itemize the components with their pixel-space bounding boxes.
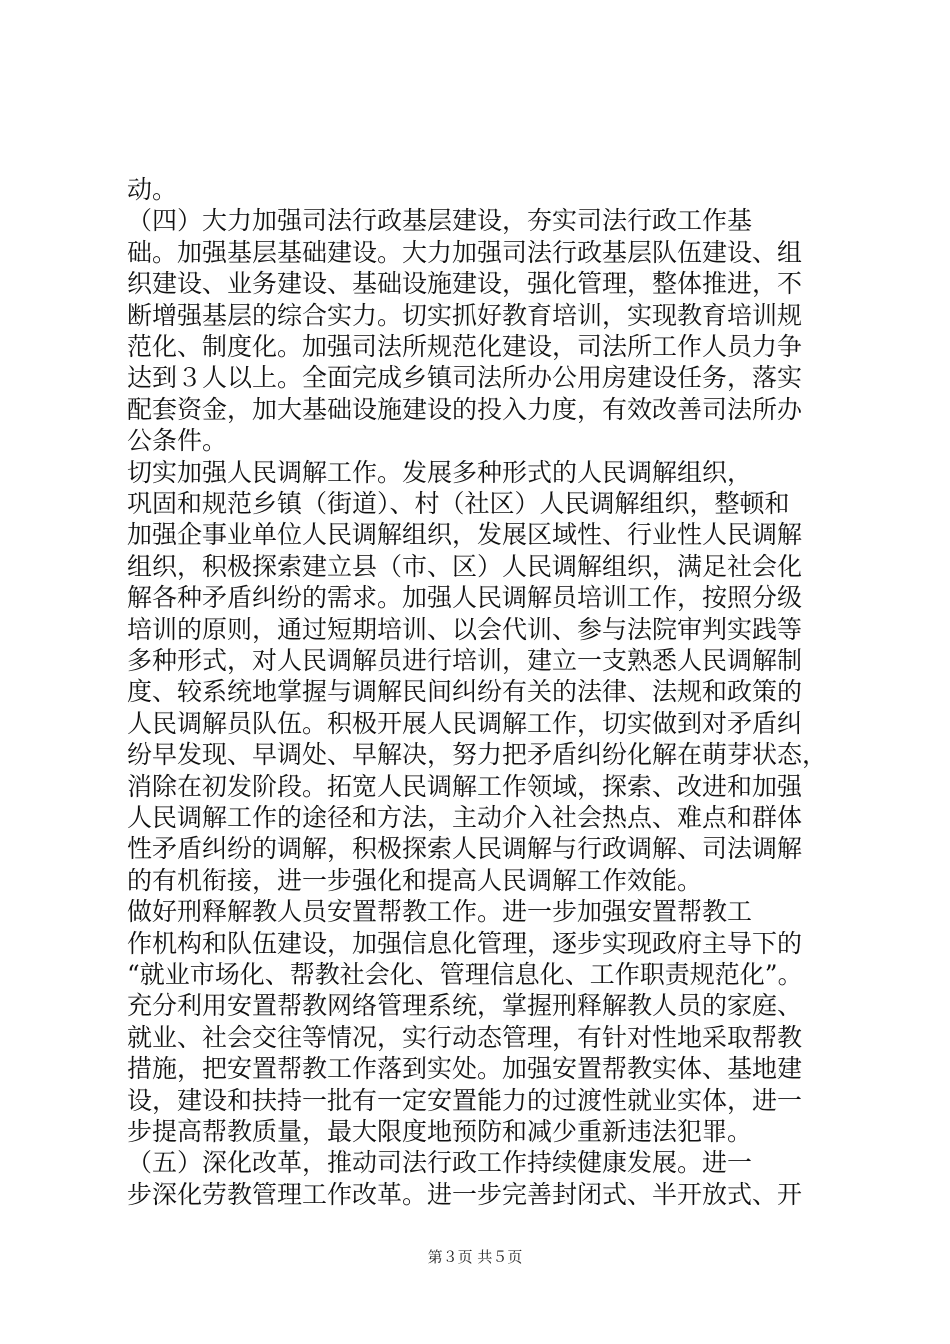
text-line: 消除在初发阶段。拓宽人民调解工作领域，探索、改进和加强: [127, 771, 803, 801]
text-line: 达到３人以上。全面完成乡镇司法所办公用房建设任务，落实: [127, 363, 803, 393]
text-line: 就业、社会交往等情况，实行动态管理，有针对性地采取帮教: [127, 1022, 803, 1052]
text-line: 切实加强人民调解工作。发展多种形式的人民调解组织，: [127, 457, 753, 487]
text-line: 的有机衔接，进一步强化和提高人民调解工作效能。: [127, 865, 703, 895]
text-line: 范化、制度化。加强司法所规范化建设，司法所工作人员力争: [127, 332, 803, 361]
text-line: 纷早发现、早调处、早解决，努力把矛盾纠纷化解在萌芽状态，: [127, 740, 828, 770]
text-line: 动。: [127, 175, 178, 204]
text-line: 组织，积极探索建立县（市、区）人民调解组织，满足社会化: [127, 551, 803, 581]
text-line: 充分利用安置帮教网络管理系统，掌握刑释解教人员的家庭、: [127, 991, 803, 1021]
text-line: 步提高帮教质量，最大限度地预防和减少重新违法犯罪。: [127, 1117, 753, 1146]
text-line: 断增强基层的综合实力。切实抓好教育培训，实现教育培训规: [127, 300, 803, 330]
text-line: 做好刑释解教人员安置帮教工作。进一步加强安置帮教工: [127, 897, 753, 927]
text-line: 多种形式，对人民调解员进行培训，建立一支熟悉人民调解制: [127, 646, 803, 675]
page-footer: 第３页 共５页: [427, 1248, 523, 1266]
text-line-last: 步深化劳教管理工作改革。进一步完善封闭式、半开放式、开: [127, 1179, 803, 1209]
text-line: 础。加强基层基础建设。大力加强司法行政基层队伍建设、组: [127, 237, 803, 267]
text-line: 性矛盾纠纷的调解，积极探索人民调解与行政调解、司法调解: [127, 834, 803, 864]
text-line: 公条件。: [127, 426, 228, 456]
text-line: 培训的原则，通过短期培训、以会代训、参与法院审判实践等: [127, 614, 803, 644]
text-line: （四）大力加强司法行政基层建设，夯实司法行政工作基: [127, 206, 753, 236]
text-line: “就业市场化、帮教社会化、管理信息化、工作职责规范化”。: [127, 960, 803, 989]
text-line: 作机构和队伍建设，加强信息化管理，逐步实现政府主导下的: [127, 928, 803, 958]
text-line: 人民调解员队伍。积极开展人民调解工作，切实做到对矛盾纠: [127, 708, 803, 738]
text-line: 设，建设和扶持一批有一定安置能力的过渡性就业实体，进一: [127, 1085, 803, 1115]
text-line: 加强企事业单位人民调解组织，发展区域性、行业性人民调解: [127, 520, 803, 550]
text-line: （五）深化改革，推动司法行政工作持续健康发展。进一: [127, 1148, 753, 1178]
text-line: 巩固和规范乡镇（街道）、村（社区）人民调解组织，整顿和: [127, 489, 790, 518]
text-line: 织建设、业务建设、基础设施建设，强化管理，整体推进，不: [127, 269, 803, 299]
text-line: 解各种矛盾纠纷的需求。加强人民调解员培训工作，按照分级: [127, 583, 803, 613]
text-line: 配套资金，加大基础设施建设的投入力度，有效改善司法所办: [127, 394, 803, 424]
text-line: 人民调解工作的途径和方法，主动介入社会热点、难点和群体: [127, 803, 803, 832]
text-line: 措施，把安置帮教工作落到实处。加强安置帮教实体、基地建: [127, 1054, 803, 1084]
text-line: 度、较系统地掌握与调解民间纠纷有关的法律、法规和政策的: [127, 677, 803, 707]
